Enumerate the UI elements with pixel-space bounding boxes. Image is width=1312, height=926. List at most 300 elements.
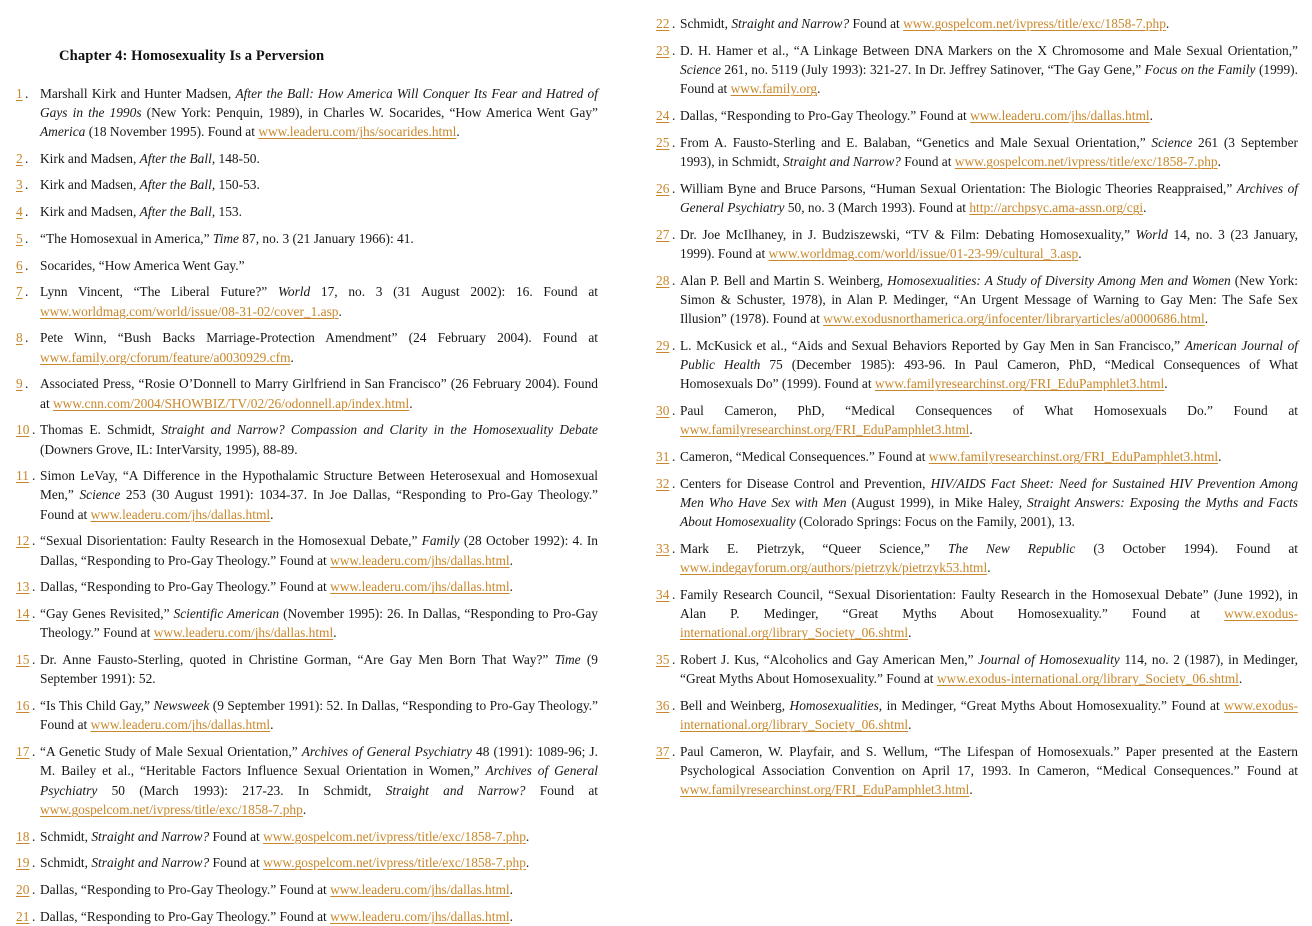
citation-text: .: [509, 908, 513, 924]
endnote-number-dot: .: [672, 16, 676, 31]
endnote-number-dot: .: [672, 586, 676, 602]
endnote-text: [40, 882, 513, 897]
endnote-item: [16, 328, 598, 366]
citation-text: 48 (1991): 1089-96; J. M. Bailey et al., “Heritable Factors Influence Sexual Orientation in Women,”: [40, 744, 598, 779]
page-title: Chapter 4: Homosexuality Is a Perversion: [59, 48, 325, 64]
endnote-number-link[interactable]: 18: [16, 828, 30, 844]
endnote-number-dot: .: [32, 828, 36, 844]
citation-text: “A Genetic Study of Male Sexual Orientation,”: [40, 744, 302, 760]
external-link[interactable]: www.worldmag.com/world/issue/08-31-02/cover_1.asp: [40, 303, 339, 319]
endnote-number-link[interactable]: 9: [16, 376, 23, 392]
citation-text: D. H. Hamer et al., “A Linkage Between DNA Markers on the X Chromosome and Male Sexual Orientation,”: [680, 42, 1298, 58]
citation-text: Mark E. Pietrzyk, “Queer Science,”: [680, 540, 948, 556]
endnote-text: [680, 108, 1153, 123]
endnote-item: [656, 336, 1298, 394]
citation-text: Schmidt,: [40, 855, 92, 871]
endnote-number-link[interactable]: 10: [16, 422, 30, 438]
cited-title: Straight and Narrow?: [783, 153, 901, 169]
endnote-number-dot: .: [672, 272, 676, 288]
endnote-item: [656, 179, 1298, 217]
citation-text: .: [1217, 153, 1221, 169]
endnote-text: [40, 606, 598, 640]
endnote-number-dot: .: [25, 284, 29, 300]
endnote-text: [680, 273, 1298, 326]
citation-text: Kirk and Madsen,: [40, 204, 140, 220]
endnotes-list-right: [656, 14, 1298, 800]
endnote-number-dot: .: [25, 204, 29, 220]
cited-title: Science: [79, 487, 121, 503]
citation-text: “Gay Genes Revisited,”: [40, 606, 174, 622]
endnote-number-dot: .: [672, 180, 676, 196]
citation-text: Associated Press, “Rosie O’Donnell to Marry Girlfriend in San Francisco” (26 February 2004). Found at: [40, 376, 598, 411]
endnote-text: [40, 909, 513, 924]
cited-title: After the Ball: How America Will Conquer Its Fear and Hatred of Gays in the 1990s: [40, 85, 598, 120]
cited-title: Straight and Narrow?: [385, 782, 526, 798]
endnote-item: [16, 880, 598, 899]
endnotes-list-left: [16, 84, 598, 926]
endnote-item: [656, 401, 1298, 439]
citation-text: (1999). Found at: [680, 61, 1298, 97]
endnote-text: [680, 16, 1169, 31]
endnote-number-link[interactable]: 5: [16, 230, 23, 246]
cited-title: Family: [421, 533, 460, 549]
endnote-item: [656, 106, 1298, 125]
cited-title: HIV/AIDS Fact Sheet: Need for Sustained HIV Prevention Among Men Who Have Sex with Men: [680, 475, 1298, 510]
endnote-text: [40, 533, 598, 567]
external-link[interactable]: www.exodusnorthamerica.org/infocenter/libraryarticles/a0000686.html: [823, 311, 1205, 327]
endnote-number-link[interactable]: 28: [656, 272, 670, 288]
cited-title: Straight and Narrow?: [91, 828, 210, 844]
citation-text: 14, no. 3 (23 January, 1999). Found at: [680, 226, 1298, 261]
endnote-number-dot: .: [32, 422, 36, 438]
citation-text: (Colorado Springs: Focus on the Family, 2001), 13.: [795, 514, 1075, 530]
external-link[interactable]: www.gospelcom.net/ivpress/title/exc/1858-7.php: [954, 153, 1218, 169]
citation-text: .: [1143, 199, 1147, 215]
citation-text: .: [969, 422, 973, 438]
cited-title: World: [1135, 226, 1168, 242]
endnote-item: [16, 202, 598, 221]
endnote-item: [16, 175, 598, 194]
citation-text: .: [409, 395, 413, 411]
citation-text: (Downers Grove, IL: InterVarsity, 1995), 88-89.: [40, 441, 298, 457]
endnote-text: [40, 468, 598, 521]
endnote-item: [16, 696, 598, 734]
endnote-number-dot: .: [672, 42, 676, 58]
external-link[interactable]: www.family.org: [730, 81, 818, 97]
citation-text: L. McKusick et al., “Aids and Sexual Behaviors Reported by Gay Men in San Francisco,”: [680, 337, 1185, 353]
endnote-number-link[interactable]: 17: [16, 744, 30, 760]
endnote-number-dot: .: [25, 230, 29, 246]
cited-title: Straight and Narrow? Compassion and Clarity in the Homosexuality Debate: [161, 422, 599, 438]
endnote-number-link[interactable]: 26: [656, 180, 670, 196]
endnote-item: [16, 604, 598, 642]
external-link[interactable]: www.gospelcom.net/ivpress/title/exc/1858-7.php: [903, 16, 1166, 31]
citation-text: (3 October 1994). Found at: [1075, 540, 1298, 556]
endnote-text: [680, 135, 1298, 169]
citation-text: .: [456, 123, 460, 139]
external-link[interactable]: www.leaderu.com/jhs/dallas.html: [90, 717, 271, 733]
endnote-number-dot: .: [25, 330, 29, 346]
external-link[interactable]: www.leaderu.com/jhs/dallas.html: [153, 625, 334, 641]
endnote-number-dot: .: [32, 881, 36, 897]
endnote-number-dot: .: [25, 257, 29, 273]
endnote-item: [656, 41, 1298, 99]
citation-text: Marshall Kirk and Hunter Madsen,: [40, 85, 236, 101]
endnote-number-link[interactable]: 12: [16, 533, 30, 549]
endnote-item: [656, 742, 1298, 800]
endnote-number-dot: .: [25, 150, 29, 166]
endnote-number-dot: .: [32, 579, 36, 595]
endnote-text: [40, 652, 598, 686]
citation-text: .: [509, 881, 513, 897]
endnote-item: [16, 650, 598, 688]
citation-text: .: [969, 782, 973, 798]
citation-text: (New York: Simon & Schuster, 1978), in Alan P. Medinger, “An Urgent Message of Warning to Gay Men: The Safe Sex Illusion” (1978). Found at: [680, 272, 1298, 327]
citation-text: .: [1218, 448, 1222, 464]
external-link[interactable]: www.familyresearchinst.org/FRI_EduPamphlet3.html: [680, 782, 970, 798]
citation-text: Kirk and Madsen,: [40, 150, 140, 166]
endnote-number-dot: .: [672, 448, 676, 464]
citation-text: , in Medinger, “Great Myths About Homosexuality.” Found at: [878, 698, 1225, 714]
citation-text: .: [1078, 245, 1082, 261]
citation-text: .: [338, 303, 342, 319]
citation-text: 261 (3 September 1993), in Schmidt,: [680, 134, 1299, 169]
endnote-text: [680, 338, 1298, 391]
endnote-number-link[interactable]: 22: [656, 16, 670, 31]
citation-text: , 148-50.: [211, 150, 260, 166]
endnote-text: [680, 541, 1298, 575]
endnote-text: [680, 227, 1298, 261]
endnote-text: [40, 579, 513, 594]
endnote-number-dot: .: [672, 337, 676, 353]
citation-text: Dallas, “Responding to Pro-Gay Theology.” Found at: [680, 107, 971, 123]
cited-title: Straight and Narrow?: [91, 855, 210, 871]
endnote-number-link[interactable]: 19: [16, 855, 30, 871]
citation-text: .: [908, 717, 912, 733]
citation-text: “Is This Child Gay,”: [40, 698, 154, 714]
cited-title: American Journal of Public Health: [680, 337, 1298, 373]
citation-text: Dallas, “Responding to Pro-Gay Theology.” Found at: [40, 579, 331, 595]
citation-text: From A. Fausto-Sterling and E. Balaban, “Genetics and Male Sexual Orientation,”: [680, 134, 1152, 150]
endnote-item: [16, 466, 598, 524]
citation-text: (9 September 1991): 52. In Dallas, “Responding to Pro-Gay Theology.” Found at: [40, 698, 598, 733]
citation-text: Cameron, “Medical Consequences.” Found at: [680, 448, 929, 464]
citation-text: Found at: [525, 782, 599, 798]
citation-text: 50, no. 3 (March 1993). Found at: [784, 199, 970, 215]
endnote-number-dot: .: [672, 698, 676, 714]
endnote-number-dot: .: [672, 402, 676, 418]
endnote-number-link[interactable]: 35: [656, 652, 670, 668]
cited-title: After the Ball: [139, 150, 212, 166]
endnote-text: [680, 652, 1298, 686]
endnote-item: [656, 447, 1298, 466]
endnote-number-link[interactable]: 2: [16, 150, 23, 166]
citation-text: , 150-53.: [211, 177, 260, 193]
external-link[interactable]: www.familyresearchinst.org/FRI_EduPamphlet3.html: [680, 422, 970, 438]
cited-title: Archives of General Psychiatry: [680, 180, 1298, 215]
citation-text: 87, no. 3 (21 January 1966): 41.: [238, 230, 414, 246]
external-link[interactable]: www.leaderu.com/jhs/dallas.html: [330, 552, 510, 568]
external-link[interactable]: www.cnn.com/2004/SHOWBIZ/TV/02/26/odonnell.ap/index.html: [53, 395, 410, 411]
citation-text: .: [270, 717, 274, 733]
external-link[interactable]: www.leaderu.com/jhs/dallas.html: [330, 881, 510, 897]
endnote-item: [16, 742, 598, 819]
citation-text: 75 (December 1985): 493-96. In Paul Cameron, PhD, “Medical Consequences of What Homosexuals Do” (1999). Found at: [680, 357, 1298, 392]
citation-text: .: [509, 579, 513, 595]
endnote-item: [16, 149, 598, 168]
citation-text: .: [509, 552, 513, 568]
citation-text: .: [270, 506, 274, 522]
external-link[interactable]: www.worldmag.com/world/issue/01-23-99/cultural_3.asp: [768, 245, 1079, 261]
citation-text: 50 (March 1993): 217-23. In Schmidt,: [97, 782, 386, 798]
endnote-text: [40, 376, 598, 410]
endnote-number-dot: .: [32, 652, 36, 668]
citation-text: .: [1149, 107, 1153, 123]
citation-text: Dallas, “Responding to Pro-Gay Theology.” Found at: [40, 881, 331, 897]
citation-text: Dr. Joe McIlhaney, in J. Budziszewski, “TV & Film: Debating Homosexuality,”: [680, 226, 1136, 242]
citation-text: 253 (30 August 1991): 1034-37. In Joe Dallas, “Responding to Pro-Gay Theology.” Found at: [40, 487, 599, 522]
cited-title: After the Ball: [139, 204, 212, 220]
endnote-item: [16, 827, 598, 846]
endnote-text: [40, 284, 598, 318]
citation-text: Pete Winn, “Bush Backs Marriage-Protection Amendment” (24 February 2004). Found at: [40, 330, 598, 346]
endnote-number-link[interactable]: 33: [656, 540, 670, 556]
endnote-item: [16, 256, 598, 275]
endnote-number-link[interactable]: 25: [656, 134, 670, 150]
citation-text: , 153.: [211, 204, 242, 220]
endnote-number-dot: .: [32, 468, 36, 484]
citation-text: Socarides, “How America Went Gay.”: [40, 257, 245, 273]
citation-text: .: [302, 801, 307, 817]
endnote-number-dot: .: [32, 855, 36, 871]
endnote-text: [40, 698, 598, 732]
endnote-number-dot: .: [32, 698, 36, 714]
endnote-number-dot: .: [672, 134, 676, 150]
endnote-number-link[interactable]: 31: [656, 448, 670, 464]
citation-text: Dallas, “Responding to Pro-Gay Theology.” Found at: [40, 908, 331, 924]
endnote-number-dot: .: [672, 540, 676, 556]
endnote-item: [656, 474, 1298, 532]
citation-text: .: [1238, 671, 1243, 687]
citation-text: Found at: [849, 16, 904, 31]
endnote-item: [16, 531, 598, 569]
endnote-number-link[interactable]: 36: [656, 698, 670, 714]
endnote-number-link[interactable]: 34: [656, 586, 670, 602]
cited-title: Archives of General Psychiatry: [301, 744, 472, 760]
endnote-item: [656, 696, 1298, 734]
cited-title: Archives of General Psychiatry: [40, 763, 599, 798]
left-column: [0, 0, 656, 924]
endnote-text: [40, 330, 598, 364]
cited-title: Straight and Narrow?: [731, 16, 850, 31]
endnote-number-link[interactable]: 7: [16, 284, 23, 300]
external-link[interactable]: www.leaderu.com/jhs/socarides.html: [258, 123, 457, 139]
endnote-number-link[interactable]: 32: [656, 475, 670, 491]
external-link[interactable]: www.family.org/cforum/feature/a0030929.cfm: [40, 349, 291, 365]
citation-text: Bell and Weinberg,: [680, 698, 790, 714]
endnote-text: [680, 43, 1298, 96]
citation-text: (18 November 1995). Found at: [85, 123, 259, 139]
endnote-number-link[interactable]: 11: [16, 468, 29, 484]
citation-text: (28 October 1992): 4. In Dallas, “Responding to Pro-Gay Theology.” Found at: [40, 533, 599, 568]
endnote-item: [656, 539, 1298, 577]
endnote-item: [656, 585, 1298, 643]
cited-title: Homosexualities: A Study of Diversity Among Men and Women: [887, 272, 1231, 288]
endnote-number-link[interactable]: 24: [656, 107, 670, 123]
cited-title: Science: [680, 61, 721, 77]
cited-title: After the Ball: [139, 177, 212, 193]
endnote-number-link[interactable]: 27: [656, 226, 670, 242]
citation-text: Found at: [209, 855, 264, 871]
endnote-item: [16, 853, 598, 872]
endnote-text: [680, 181, 1298, 215]
citation-text: Family Research Council, “Sexual Disorientation: Faulty Research in the Homosexual Debate” (June 1992), in Alan P. Medinger, “Great Myths About Homosexuality.” Found at: [680, 586, 1298, 622]
citation-text: Schmidt,: [680, 16, 732, 31]
endnote-number-dot: .: [25, 177, 29, 193]
external-link[interactable]: www.exodus-international.org/library_Society_06.shtml: [680, 606, 1298, 641]
endnote-text: [40, 86, 598, 139]
citation-text: Dr. Anne Fausto-Sterling, quoted in Christine Gorman, “Are Gay Men Born That Way?”: [40, 652, 555, 668]
endnote-text: [680, 476, 1298, 529]
external-link[interactable]: www.gospelcom.net/ivpress/title/exc/1858-7.php: [263, 828, 526, 844]
endnote-number-dot: .: [25, 85, 29, 101]
endnote-item: [656, 14, 1298, 33]
external-link[interactable]: www.gospelcom.net/ivpress/title/exc/1858-7.php: [40, 801, 303, 817]
cited-title: Journal of Homosexuality: [978, 652, 1120, 668]
citation-text: Lynn Vincent, “The Liberal Future?”: [40, 284, 278, 300]
citation-text: Simon LeVay, “A Difference in the Hypothalamic Structure Between Heterosexual and Homosexual Men,”: [40, 468, 598, 503]
endnote-number-dot: .: [32, 744, 36, 760]
citation-text: (New York: Penquin, 1989), in Charles W. Socarides, “How America Went Gay”: [141, 104, 598, 120]
citation-text: .: [1165, 16, 1170, 31]
endnote-number-link[interactable]: 20: [16, 881, 30, 897]
citation-text: “The Homosexual in America,”: [40, 230, 213, 246]
citation-text: William Byne and Bruce Parsons, “Human Sexual Orientation: The Biologic Theories Reappraised,”: [680, 180, 1237, 196]
external-link[interactable]: www.leaderu.com/jhs/dallas.html: [330, 908, 510, 924]
endnote-number-dot: .: [32, 533, 36, 549]
endnote-number-dot: .: [32, 908, 36, 924]
endnote-item: [16, 84, 598, 142]
cited-title: Focus on the Family: [1144, 61, 1256, 77]
endnote-text: [40, 422, 598, 456]
endnote-number-dot: .: [672, 652, 676, 668]
endnote-text: [680, 403, 1298, 437]
endnote-text: [40, 204, 242, 219]
external-link[interactable]: www.exodus-international.org/library_Society_06.shtml: [936, 671, 1239, 687]
external-link[interactable]: www.exodus-international.org/library_Society_06.shtml: [680, 698, 1298, 733]
endnote-item: [656, 225, 1298, 263]
citation-text: .: [817, 81, 821, 97]
cited-title: Time: [554, 652, 581, 668]
citation-text: Schmidt,: [40, 828, 92, 844]
endnote-text: [40, 258, 245, 273]
citation-text: Paul Cameron, W. Playfair, and S. Wellum, “The Lifespan of Homosexuals.” Paper presented at the Eastern Psychological Association Convention on April 17, 1993. In Cameron, “Medical Consequences.” Found at: [680, 744, 1298, 779]
endnote-item: [16, 907, 598, 926]
citation-text: .: [525, 855, 530, 871]
endnote-item: [656, 271, 1298, 329]
endnote-number-dot: .: [672, 226, 676, 242]
citation-text: Found at: [900, 153, 955, 169]
endnote-item: [656, 650, 1298, 688]
endnote-text: [40, 231, 414, 246]
citation-text: 17, no. 3 (31 August 2002): 16. Found at: [310, 284, 598, 300]
citation-text: .: [333, 625, 337, 641]
endnote-text: [680, 449, 1221, 464]
citation-text: (November 1995): 26. In Dallas, “Responding to Pro-Gay Theology.” Found at: [40, 606, 598, 641]
endnote-number-dot: .: [672, 475, 676, 491]
endnote-number-link[interactable]: 16: [16, 698, 30, 714]
endnote-number-link[interactable]: 3: [16, 177, 23, 193]
citation-text: .: [908, 625, 912, 641]
right-column: [656, 0, 1312, 868]
external-link[interactable]: www.leaderu.com/jhs/dallas.html: [970, 107, 1150, 123]
cited-title: World: [277, 284, 311, 300]
endnote-item: [16, 420, 598, 458]
cited-title: Homosexualities: [789, 698, 879, 714]
cited-title: Newsweek: [153, 698, 210, 714]
citation-text: Centers for Disease Control and Prevention,: [680, 475, 931, 491]
endnote-text: [40, 151, 260, 166]
external-link[interactable]: www.gospelcom.net/ivpress/title/exc/1858-7.php: [263, 855, 526, 871]
citation-text: .: [1204, 311, 1209, 327]
citation-text: 261, no. 5119 (July 1993): 321-27. In Dr. Jeffrey Satinover, “The Gay Gene,”: [720, 61, 1145, 77]
citation-text: .: [1164, 376, 1168, 392]
citation-text: Paul Cameron, PhD, “Medical Consequences of What Homosexuals Do.” Found at: [680, 402, 1298, 418]
endnote-item: [16, 374, 598, 412]
citation-text: Alan P. Bell and Martin S. Weinberg,: [680, 272, 888, 288]
cited-title: Straight Answers: Exposing the Myths and Facts About Homosexuality: [680, 494, 1299, 530]
endnote-text: [680, 744, 1298, 797]
endnote-number-dot: .: [25, 376, 29, 392]
endnote-number-link[interactable]: 23: [656, 42, 670, 58]
endnote-number-link[interactable]: 29: [656, 337, 670, 353]
external-link[interactable]: http://archpsyc.ama-assn.org/cgi: [969, 199, 1144, 215]
endnote-number-link[interactable]: 30: [656, 402, 670, 418]
citation-text: (August 1999), in Mike Haley,: [846, 494, 1027, 510]
external-link[interactable]: www.familyresearchinst.org/FRI_EduPamphlet3.html: [874, 376, 1165, 392]
endnote-number-dot: .: [672, 107, 676, 123]
endnote-item: [16, 577, 598, 596]
endnote-number-link[interactable]: 14: [16, 606, 30, 622]
external-link[interactable]: www.leaderu.com/jhs/dallas.html: [330, 579, 510, 595]
citation-text: Robert J. Kus, “Alcoholics and Gay American Men,”: [680, 652, 979, 668]
external-link[interactable]: www.familyresearchinst.org/FRI_EduPamphlet3.html: [928, 448, 1219, 464]
endnote-number-link[interactable]: 8: [16, 330, 23, 346]
endnote-number-link[interactable]: 4: [16, 204, 23, 220]
endnote-number-dot: .: [672, 744, 676, 759]
citation-text: .: [525, 828, 530, 844]
external-link[interactable]: www.leaderu.com/jhs/dallas.html: [90, 506, 271, 522]
citation-text: (9 September 1991): 52.: [40, 652, 598, 687]
cited-title: Scientific American: [173, 606, 280, 622]
citation-text: Kirk and Madsen,: [40, 177, 140, 193]
endnote-number-dot: .: [32, 606, 36, 622]
endnote-text: [680, 587, 1298, 640]
external-link[interactable]: www.indegayforum.org/authors/pietrzyk/pietrzyk53.html: [680, 560, 988, 576]
endnote-number-link[interactable]: 6: [16, 257, 23, 273]
cited-title: America: [40, 123, 86, 139]
endnote-number-link[interactable]: 13: [16, 579, 30, 595]
endnote-number-link[interactable]: 1: [16, 85, 23, 101]
cited-title: Time: [212, 230, 239, 246]
endnote-item: [656, 133, 1298, 171]
endnote-text: [40, 744, 598, 817]
citation-text: Found at: [209, 828, 264, 844]
citation-text: .: [987, 560, 991, 576]
endnote-number-link[interactable]: 15: [16, 652, 30, 668]
endnote-number-link[interactable]: 21: [16, 908, 30, 924]
endnote-number-link[interactable]: 37: [656, 744, 670, 759]
